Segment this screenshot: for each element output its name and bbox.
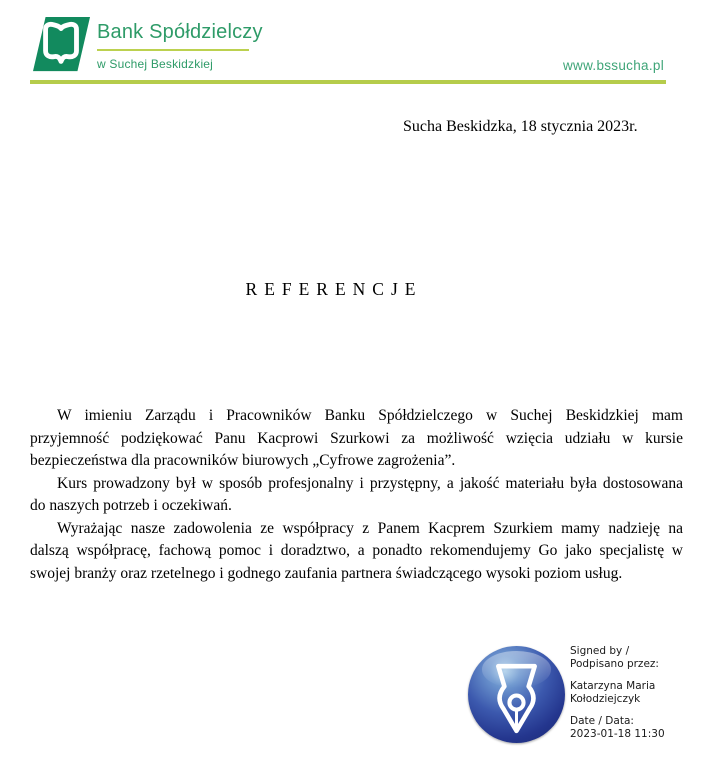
bank-name: Bank Spółdzielczy bbox=[97, 21, 263, 43]
body-paragraph bbox=[30, 473, 683, 518]
body-line: do naszych potrzeb i oczekiwań. bbox=[30, 497, 232, 514]
body-line: W imieniu Zarządu i Pracowników Banku Spółdzielczego w Suchej Beskidzkiej mam bbox=[57, 407, 683, 424]
signature-details bbox=[570, 645, 665, 740]
signature-date bbox=[570, 715, 665, 740]
bank-logo bbox=[33, 16, 91, 72]
bank-location: w Suchej Beskidzkiej bbox=[97, 57, 214, 71]
body-line: Wyrażając nasze zadowolenia ze współpracy z Panem Kacprem Szurkiem mamy nadzieję na bbox=[57, 519, 683, 537]
document-title: REFERENCJE bbox=[245, 279, 423, 299]
body-line: Kurs prowadzony był w sposób profesjonalny i przystępny, a jakość materiału była dostosowana bbox=[57, 474, 683, 492]
pen-nib-icon bbox=[468, 646, 565, 743]
body-line: bezpieczeństwa dla pracowników biurowych „Cyfrowe zagrożenia”. bbox=[30, 452, 456, 469]
website-link[interactable]: www.bssucha.pl bbox=[563, 58, 664, 73]
signature-stamp bbox=[468, 646, 565, 743]
brand-underline bbox=[97, 49, 249, 51]
date-label: Date / Data: bbox=[570, 715, 634, 727]
letter-body bbox=[30, 405, 683, 585]
body-paragraph bbox=[30, 518, 683, 586]
date-value: 2023-01-18 11:30 bbox=[570, 727, 665, 740]
header-divider bbox=[30, 80, 666, 84]
dateline: Sucha Beskidzka, 18 stycznia 2023r. bbox=[403, 118, 638, 135]
signer-name: Katarzyna Maria Kołodziejczyk bbox=[570, 680, 656, 705]
body-line: przyjemność podziękować Panu Kacprowi Szurkowi za możliwość wzięcia udziału w kursie bbox=[30, 429, 683, 447]
body-line: dalszą współpracę, fachową pomoc i doradztwo, a ponadto rekomendujemy Go jako specjalistę w bbox=[30, 542, 683, 559]
signed-by-label: Signed by / Podpisano przez: bbox=[570, 645, 659, 670]
body-paragraph bbox=[30, 405, 683, 473]
bank-brand bbox=[97, 21, 263, 71]
body-line: swojej branży oraz rzetelnego i godnego zaufania partnera świadczącego wysoki poziom usług. bbox=[30, 564, 623, 582]
open-book-icon bbox=[33, 16, 91, 72]
